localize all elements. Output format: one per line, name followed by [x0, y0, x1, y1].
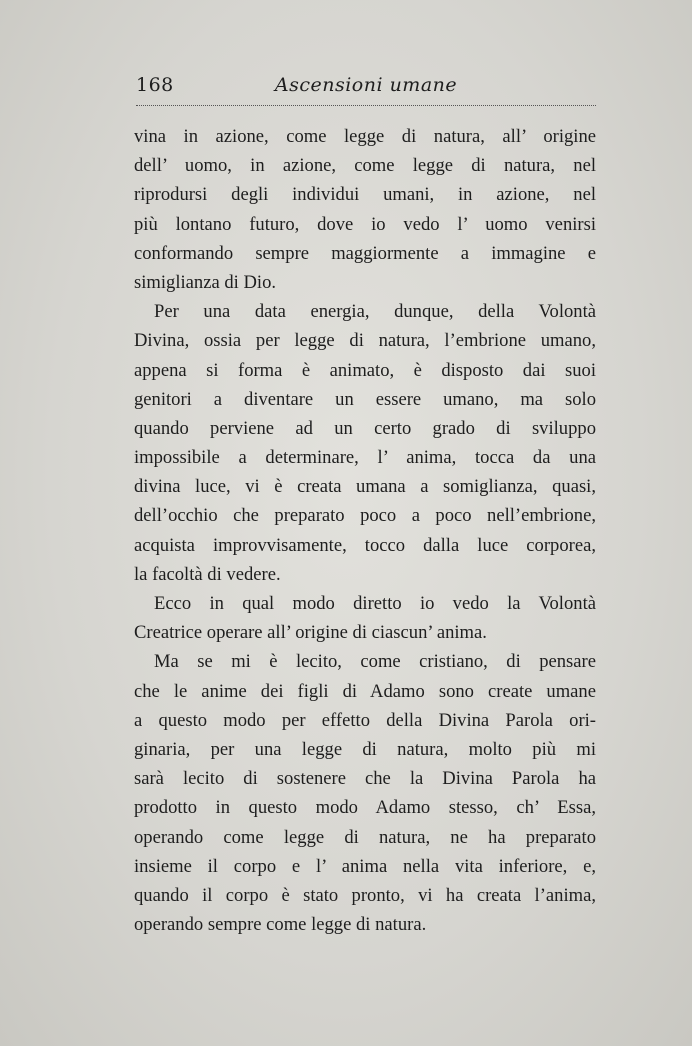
text-line: vina in azione, come legge di natura, all’ origine — [134, 126, 596, 147]
text-line: conformando sempre maggiormente a immagine e — [134, 242, 596, 264]
text-line: Ma se mi è lecito, come cristiano, di pensare — [154, 651, 596, 673]
text-line: operando sempre come legge di natura. — [134, 914, 427, 936]
text-line: impossibile a determinare, l’ anima, tocca da una — [134, 447, 596, 469]
text-line: divina luce, vi è creata umana a somiglianza, quasi, — [134, 476, 596, 498]
header-rule — [136, 105, 596, 106]
text-line: Ecco in qual modo diretto io vedo la Volontà — [154, 593, 596, 614]
text-line: operando come legge di natura, ne ha preparato — [134, 826, 596, 848]
text-line: dell’ uomo, in azione, come legge di natura, nel — [134, 155, 596, 177]
text-line: prodotto in questo modo Adamo stesso, ch’ Essa, — [134, 797, 596, 819]
text-line: appena si forma è animato, è disposto dai suoi — [134, 359, 596, 381]
text-line: dell’occhio che preparato poco a poco nell’embrione, — [134, 505, 596, 527]
running-header — [136, 74, 596, 104]
text-line: ginaria, per una legge di natura, molto più mi — [134, 738, 596, 760]
text-line: Per una data energia, dunque, della Volontà — [154, 301, 596, 323]
running-title: Ascensioni umane — [274, 74, 458, 96]
text-line: la facoltà di vedere. — [134, 563, 281, 585]
paragraph — [134, 122, 596, 297]
text-line: quando il corpo è stato pronto, vi ha creata l’anima, — [134, 884, 596, 906]
paragraph — [134, 647, 596, 939]
text-line: insieme il corpo e l’ anima nella vita inferiore, e, — [134, 855, 596, 877]
text-line: riprodursi degli individui umani, in azione, nel — [134, 184, 596, 206]
text-line: simiglianza di Dio. — [134, 271, 277, 293]
page-number: 168 — [136, 74, 174, 96]
text-line: acquista improvvisamente, tocco dalla luce corporea, — [134, 534, 596, 556]
text-line: Divina, ossia per legge di natura, l’embrione umano, — [134, 330, 596, 352]
text-line: a questo modo per effetto della Divina Parola ori- — [134, 709, 596, 731]
paragraph — [134, 297, 596, 589]
text-line: genitori a diventare un essere umano, ma solo — [134, 388, 596, 410]
text-line: Creatrice operare all’ origine di ciascun’ anima. — [134, 622, 487, 644]
paragraph — [134, 589, 596, 647]
text-line: che le anime dei figli di Adamo sono create umane — [134, 680, 596, 702]
body-text — [134, 122, 596, 939]
text-line: più lontano futuro, dove io vedo l’ uomo venirsi — [134, 213, 596, 235]
text-line: sarà lecito di sostenere che la Divina Parola ha — [134, 768, 596, 790]
text-line: quando perviene ad un certo grado di sviluppo — [134, 417, 596, 439]
